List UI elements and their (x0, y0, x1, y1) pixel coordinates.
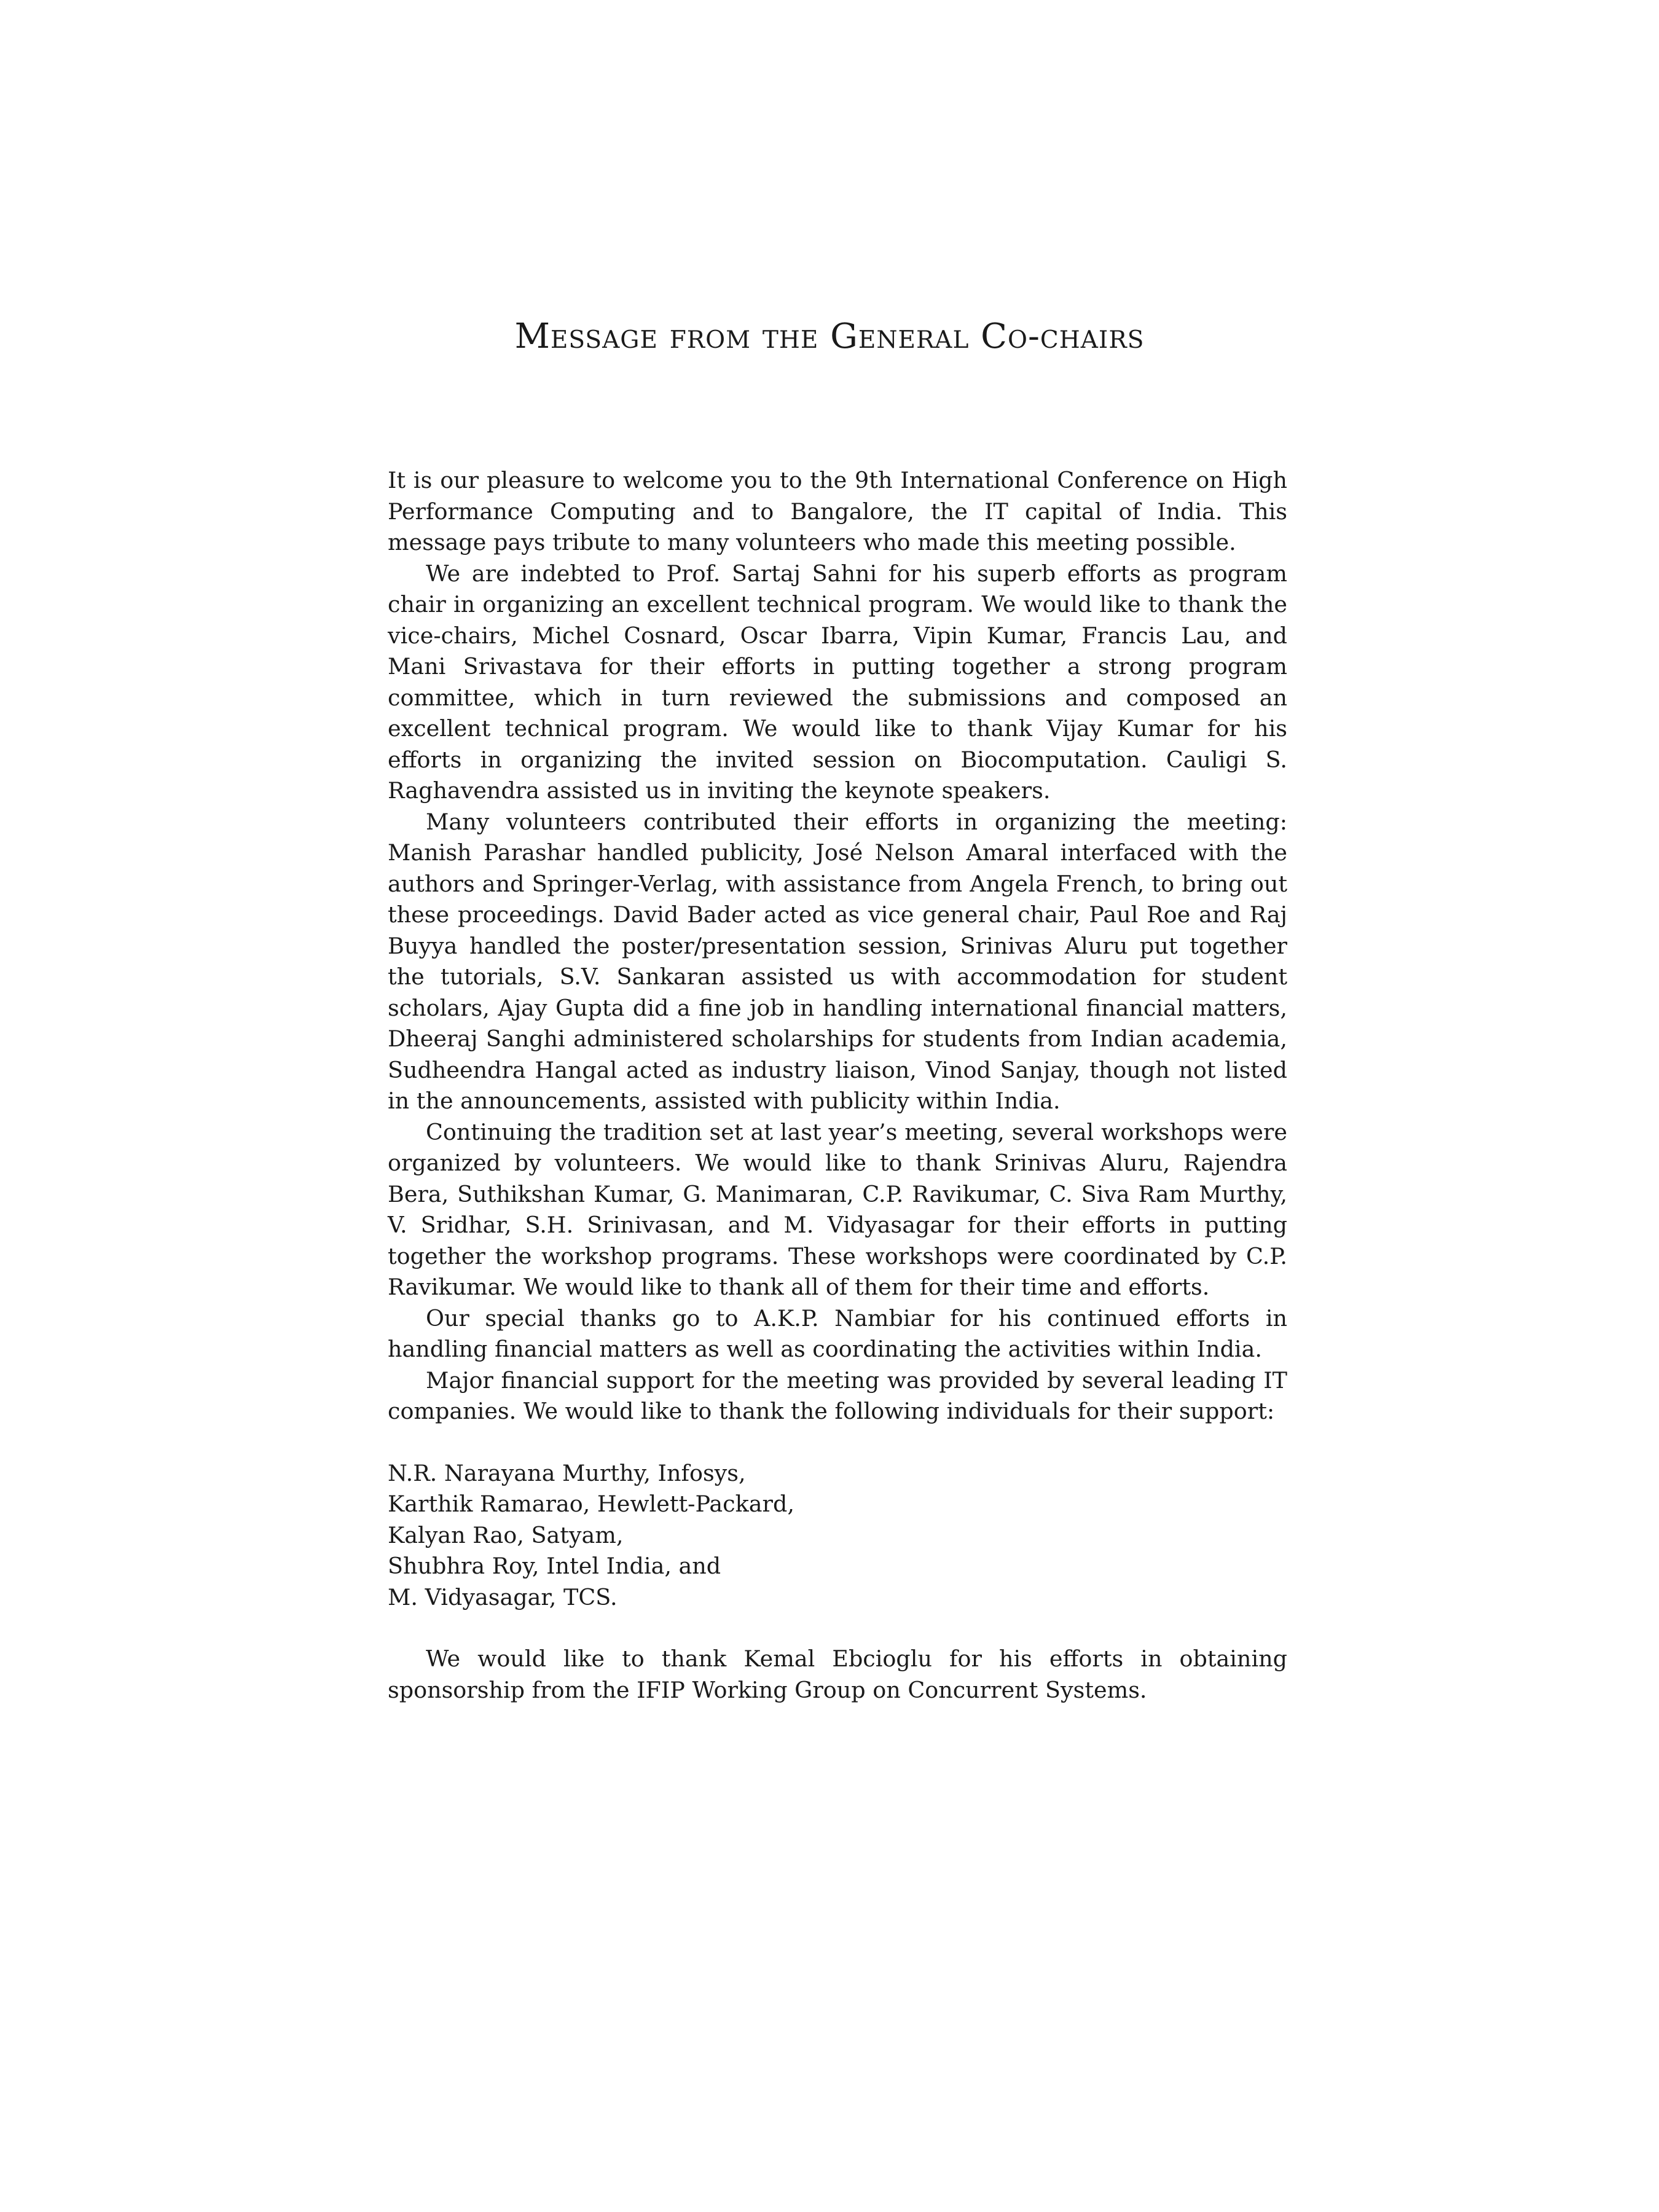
paragraph-welcome: It is our pleasure to welcome you to the 9th International Conference on High Performance Computing and to Bangalore, the IT capital of India. This message pays tribute to many volunteers who made this meeting possible. (388, 467, 1287, 555)
sponsor-list (388, 1458, 1287, 1614)
sponsor-item: N.R. Narayana Murthy, Infosys, (388, 1459, 746, 1486)
paragraph-program-chair: We are indebted to Prof. Sartaj Sahni for his superb efforts as program chair in organizing an excellent technical program. We would like to thank the vice-chairs, Michel Cosnard, Oscar Ibarra, Vipin Kumar, Francis Lau, and Mani Srivastava for their efforts in putting together a strong program committee, which in turn reviewed the submissions and composed an excellent technical program. We would like to thank Vijay Kumar for his efforts in organizing the invited session on Biocomputation. Cauligi S. Raghavendra assisted us in inviting the keynote speakers. (388, 560, 1287, 804)
paragraph-financial-support: Major financial support for the meeting was provided by several leading IT companies. We would like to thank the following individuals for their support: (388, 1367, 1287, 1424)
sponsor-item: Kalyan Rao, Satyam, (388, 1521, 624, 1548)
paragraph-workshops: Continuing the tradition set at last year’s meeting, several workshops were organized by volunteers. We would like to thank Srinivas Aluru, Rajendra Bera, Suthikshan Kumar, G. Manimaran, C.P. Ravikumar, C. Siva Ram Murthy, V. Sridhar, S.H. Srinivasan, and M. Vidyasagar for their efforts in putting together the workshop programs. These workshops were coordinated by C.P. Ravikumar. We would like to thank all of them for their time and efforts. (388, 1118, 1287, 1300)
page-title: Message from the General Co-chairs (514, 316, 1145, 356)
sponsor-item: M. Vidyasagar, TCS. (388, 1583, 618, 1610)
paragraph-closing: We would like to thank Kemal Ebcioglu for his efforts in obtaining sponsorship from the IFIP Working Group on Concurrent Systems. (388, 1645, 1287, 1703)
paragraph-special-thanks: Our special thanks go to A.K.P. Nambiar for his continued efforts in handling financial matters as well as coordinating the activities within India. (388, 1304, 1287, 1362)
paragraph-volunteers: Many volunteers contributed their efforts in organizing the meeting: Manish Parashar handled publicity, José Nelson Amaral interfaced with the authors and Springer-Verlag, with assistance from Angela French, to bring out these proceedings. David Bader acted as vice general chair, Paul Roe and Raj Buyya handled the poster/presentation session, Srinivas Aluru put together the tutorials, S.V. Sankaran assisted us with accommodation for student scholars, Ajay Gupta did a fine job in handling international financial matters, Dheeraj Sanghi administered scholarships for students from Indian academia, Sudheendra Hangal acted as industry liaison, Vinod Sanjay, though not listed in the announcements, assisted with publicity within India. (388, 808, 1287, 1114)
sponsor-item: Karthik Ramarao, Hewlett-Packard, (388, 1491, 794, 1517)
message-body (388, 465, 1287, 1706)
sponsor-item: Shubhra Roy, Intel India, and (388, 1553, 721, 1579)
